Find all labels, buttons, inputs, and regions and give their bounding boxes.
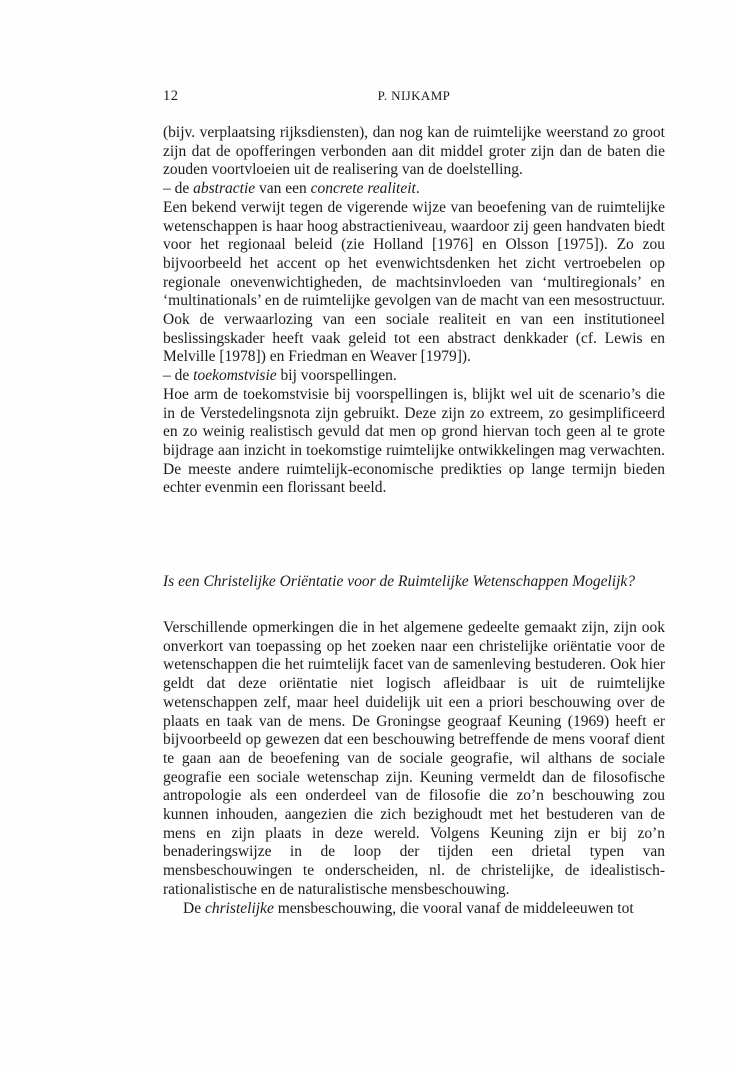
- emphasis-abstractie: abstractie: [193, 180, 256, 198]
- page-number: 12: [163, 88, 179, 104]
- emphasis-toekomstvisie: toekomstvisie: [193, 367, 277, 385]
- section-2-body: [163, 619, 665, 918]
- emphasis-concrete-realiteit: concrete realiteit: [310, 180, 416, 198]
- page-header: [163, 88, 665, 110]
- paragraph-abstractie: Een bekend verwijt tegen de vigerende wijze van beoefening van de ruimtelijke wetenschappen is haar hoog abstractieniveau, waardoor zij geen handvaten biedt voor het regionaal beleid (zie Holland [1976] en Olsson [1975]). Zo zou bijvoorbeeld het accent op het evenwichtsdenken het zicht vertroebelen op regionale onevenwichtigheden, de machtsinvloeden van ‘multiregionals’ en ‘multinationals’ en de ruimtelijke gevolgen van de macht van een mesostructuur. Ook de verwaarlozing van een sociale realiteit en van een institutioneel beslissingskader heeft vaak geleid tot een abstract denkkader (cf. Lewis en Melville [1978]) en Friedman en Weaver [1979]).: [163, 198, 665, 366]
- paragraph-toekomstvisie: Hoe arm de toekomstvisie bij voorspellingen is, blijkt wel uit de scenario’s die in de Verstedelingsnota zijn gebruikt. Deze zijn zo extreem, zo gesimplificeerd en zo weinig realistisch gevuld dat men op grond hiervan toch geen al te grote bijdrage aan inzicht in toekomstige ruimtelijke ontwikkelingen mag verwachten. De meeste andere ruimtelijk-economische predikties op lange termijn bieden echter evenmin een florissant beeld.: [163, 385, 665, 497]
- section-heading: Is een Christelijke Oriëntatie voor de Ruimtelijke Wetenschappen Mogelijk?: [163, 573, 636, 590]
- paragraph-christelijke-orientatie: Verschillende opmerkingen die in het algemene gedeelte gemaakt zijn, zijn ook onverkort van toepassing op het zoeken naar een christelijke oriëntatie voor de wetenschappen die het ruimtelijk facet van de samenleving bestuderen. Ook hier geldt dat deze oriëntatie niet logisch afleidbaar is uit de ruimtelijke wetenschappen zelf, maar heel duidelijk uit een a priori beschouwing over de plaats en taak van de mens. De Groningse geograaf Keuning (1969) heeft er bijvoorbeeld op gewezen dat een beschouwing betreffende de mens vooraf dient te gaan aan de beoefening van de sociale geografie, wil althans de sociale geografie een sociale wetenschap zijn. Keuning vermeldt dan de filosofische antropologie als een onderdeel van de filosofie die zo’n beschouwing zou kunnen inhouden, aangezien die zich bezighoudt met het bestuderen van de mens en zijn plaats in deze wereld. Volgens Keuning zijn er bij zo’n benaderingswijze in de loop der tijden een drietal typen van mensbeschouwingen te onderscheiden, nl. de christelijke, de idealistisch-rationalistische en de naturalistische mensbeschouwing.: [163, 619, 665, 898]
- list-item-toekomstvisie: – de toekomstvisie bij voorspellingen.: [163, 367, 397, 385]
- emphasis-christelijke: christelijke: [204, 899, 274, 917]
- paragraph-continuation: (bijv. verplaatsing rijksdiensten), dan nog kan de ruimtelijke weerstand zo groot zijn dat de opofferingen verbonden aan dit middel groter zijn dan de baten die zouden voortvloeien uit de realisering van de doelstelling.: [163, 124, 665, 179]
- paragraph-christelijke-mensbeschouwing: De christelijke mensbeschouwing, die vooral vanaf de middeleeuwen tot: [183, 899, 634, 917]
- list-item-abstractie: – de abstractie van een concrete realiteit.: [163, 180, 420, 198]
- section-1-body: [163, 124, 665, 498]
- running-head: P. NIJKAMP: [377, 88, 451, 103]
